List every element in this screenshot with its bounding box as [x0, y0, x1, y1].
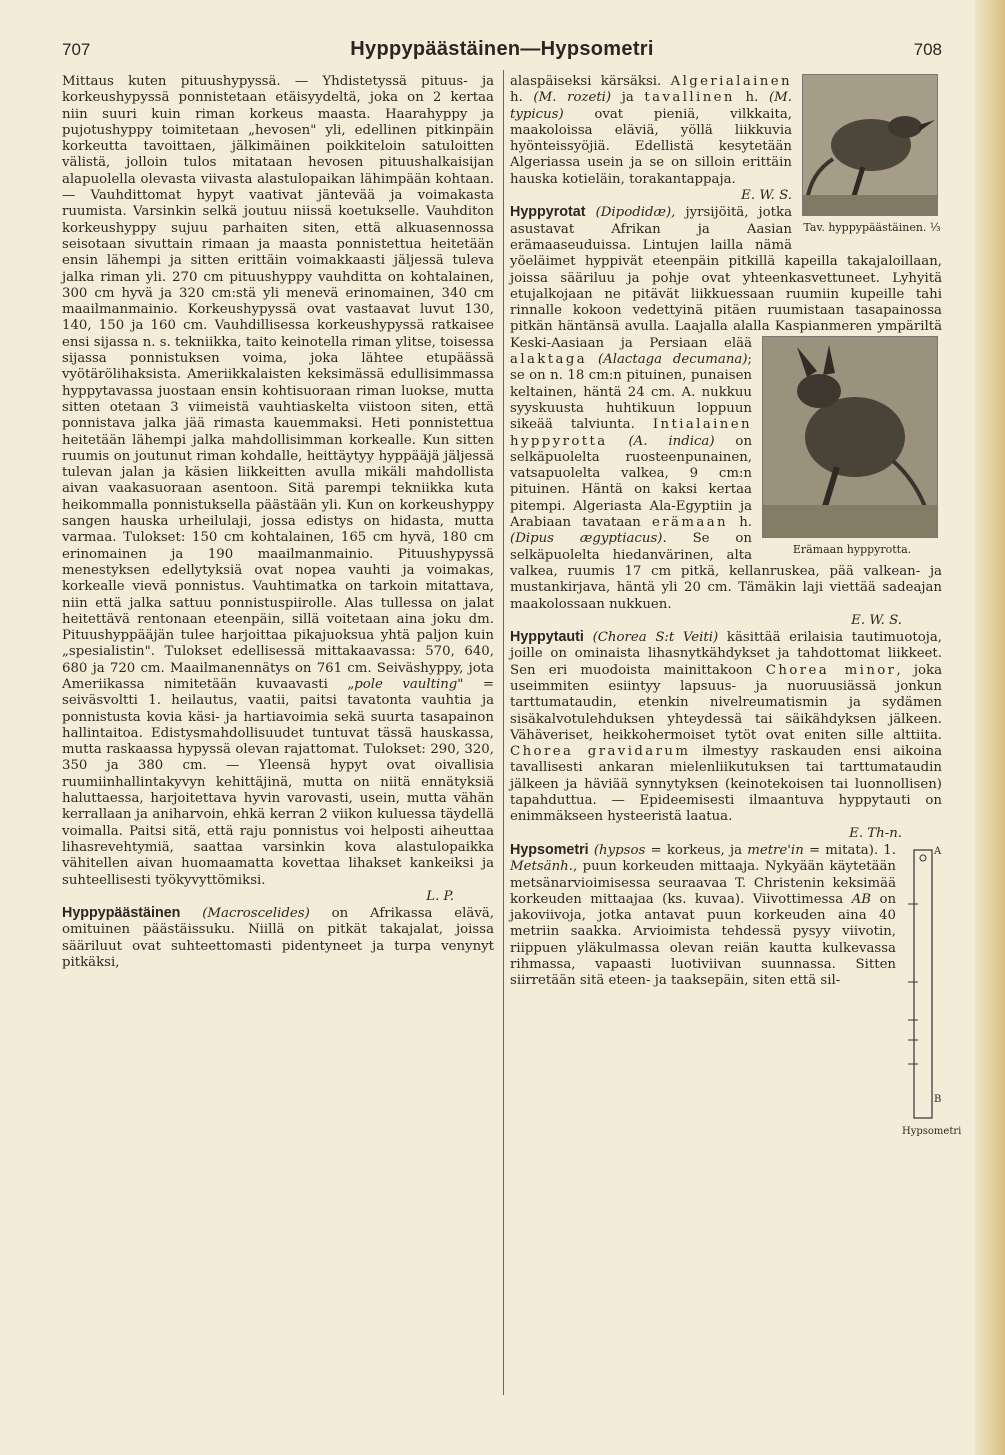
figure-image — [762, 336, 938, 538]
figure-image — [802, 74, 938, 216]
figure-hyppypaastainen — [802, 74, 942, 234]
article-entry: Hyppyrotat (Dipodidæ), jyrsijöitä, jotka asustavat Afrikan ja Aasian erämaaseuduissa. Lintujen lailla nämä yöeläimet hyppivät eteenpäin pitkillä kapeilla takajaloillaan, joissa sääriluu ja pohje ovat yhteenkasvettuneet. Lyhyitä etujalkojaan ne pitävät liikkuessaan ruumiin kupeille tahi rinnalle kokoon vedettyinä pitäen ruumistaan tasapainossa pitkän häntänsä avulla. Laajalla alalla Kaspianmeren ympäriltä Keski-Aasiaan ja Persiaan elää Erämaan hyppyrotta. alaktaga (Alactaga decumana); se on n. 18 cm:n pituinen, punaisen keltainen, häntä 24 cm. A. nukkuu syyskuusta huhtikuun loppuun sikeää talviunta. Intialainen hyppyrotta (A. indica) on selkäpuolelta ruosteenpunainen, vatsapuolelta valkea, 9 cm:n pituinen. Häntä on kaksi kertaa pitempi. Algeriasta Ala-Egyptiin ja Arabiaan tavataan erämaan h. (Dipus ægyptiacus). Se on selkäpuolelta hiedanvärinen, alta valkea, ruumis 17 cm pitkä, kellanruskea, pää valkean- ja mustankirjava, häntä yli 20 cm. Tämäkin laji viettää sadeajan maakolossaan nukkuen. — [510, 204, 942, 612]
signature: E. Th-n. — [849, 825, 902, 841]
page-edge — [975, 0, 1005, 1455]
page-number-left: 707 — [62, 40, 91, 59]
signature: E. W. S. — [851, 612, 902, 628]
article-paragraph: Mittaus kuten pituushypyssä. — Yhdistetyssä pituus- ja korkeushypyssä ponnistetaan etäisyydeltä, joka on 2 kertaa niin suuri kuin riman korkeus maasta. Haarahyppy ja pujotushyppy toimitetaan „hevosen" yli, edellinen pitkinpäin korkeutta tavoittaen, jälkimäinen poikkiteloin satuloitten välistä, jolloin tulos mitataan hevosen pituushalkaisijan alapuolella olevasta viivasta alastulopaikan lähimpään kohtaan. — Vauhdittomat hypyt vaativat jäntevää ja voimakasta ruumista. Varsinkin selkä joutuu niissä koetukselle. Vauhditon korkeushyppy sujuu parhaiten siten, että alkuasennossa seisotaan sivuttain rimaan ja maasta ponnistettua heitetään ensin lähempi ja sitten erittäin voimakkaasti jäljessä tuleva jalka riman yli. 270 cm pituushyppy vauhditta on kohtalainen, 300 cm hyvä ja 320 cm:stä yli menevä erinomainen, 340 cm maailmanmainio. Korkeushypyssä ovat vastaavat luvut 130, 140, 150 ja 160 cm. Vauhdillisessa korkeushypyssä ratkaisee ensi sijassa n. s. tekniikka, taito keinotella riman ylitse, toisessa sijassa ponnistuksen voima, joka lähtee etupäässä vyötärölihaksista. Ameriikkalaisten keksimässä edullisimmassa hyppytavassa juostaan ensin kohtisuoraan riman luokse, mutta sitten otetaan 3 viimeistä vauhtiaskelta viistoon siten, että ponnistava jalka jää rimasta kauemmaksi. Heti ponnistettua heitetään lähempi jalka mahdollisimman korkealle. Kun sitten ruumis on joutunut riman kohdalle, heittäytyy hyppääjä jäljessä tulevan jalan ja käsien liikkeitten avulla mikäli mahdollista aivan vaakasuoraan asentoon. Sitä parempi tekniikka kuta heikommalla ponnistuksella päästään yli. Kun on korkeushyppy sangen hauska urheilulaji, jossa edistys on hidasta, mutta varmaa. Tulokset: 150 cm kohtalainen, 165 cm hyvä, 180 cm erinomainen ja 190 maailmanmainio. Pituushypyssä menestyksen edellytyksiä ovat nopea vauhti ja voimakas, korkealle vievä ponnistus. Vauhtimatka on tarkoin mitattava, niin että jalka sattuu ponnistuspiirolle. Alas tullessa on jalat heitettävä rentonaan eteenpäin, sillä voitetaan aina joku dm. Pituushyppääjän tulee harjoittaa pikajuoksua yhtä paljon kuin „spesialistin". Tulokset edellisessä mittakaavassa: 570, 640, 680 ja 720 cm. Maailmanennätys on 761 cm. Seiväshyppy, jota Ameriikassa nimitetään kuvaavasti „pole vaulting" = seiväsvoltti 1. heilautus, vaatii, paitsi tavatonta vauhtia ja ponnistusta kovia käsi- ja hartiavoimia sekä suurta tasapainon hallintaitoa. Edistysmahdollisuudet tuntuvat tässä hauskassa, mutta raskaassa hypyssä olevan rajattomat. Tulokset: 290, 320, 350 ja 380 cm. — Yleensä hypyt ovat oivallisia ruumiinhallintakyvyn kehittäjinä, mutta on niitä ennätyksiä haluttaessa, harjoitettava hyvin varovasti, usein, mutta vähän kerrallaan ja aniharvoin, ehkä kerran 2 viikon kuluessa täydellä voimalla. Paitsi sitä, että raju ponnistus voi helposti aiheuttaa lihasrevehtymiä, saattaa varsinkin kova alastulopaikka vähitellen aivan huomaamatta kovettaa lihakset kankeiksi ja suhteellisesti työkyvyttömiksi. — [62, 74, 494, 888]
headword: Hyppytauti — [510, 629, 584, 646]
signature: L. P. — [426, 888, 454, 904]
headword: Hyppyrotat — [510, 204, 586, 221]
article-entry: Hyppypäästäinen (Macroscelides) on Afrikassa elävä, omituinen päästäissuku. Niillä on pitkät takajalat, joissa sääriluut ovat suhteettomasti pidentyneet ja turpa venynyt pitkäksi, — [62, 905, 494, 971]
left-column — [62, 74, 494, 971]
column-divider — [503, 70, 504, 1395]
figure-caption: Erämaan hyppyrotta. — [792, 542, 912, 556]
article-paragraph: alaspäiseksi kärsäksi. Algerialainen h. (M. rozeti) ja tavallinen h. (M. typicus) ovat pieniä, vilkkaita, maakoloissa eläviä, yöllä liikkuvia hyönteissyöjiä. Edellistä kesytetään Algeriassa usein ja se on silloin erittäin hauska kotieläin, torakantappaja. — [510, 74, 792, 187]
page-title: Hyppypäästäinen—Hypsometri — [350, 38, 654, 60]
figure-caption: Hypsometri — [902, 1125, 962, 1137]
article-entry: Hyppytauti (Chorea S:t Veiti) käsittää erilaisia tautimuotoja, joille on ominaista lihasnytkähdykset ja tahdottomat liikkeet. Sen eri muodoista mainittakoon Chorea minor, joka useimmiten esiintyy lapsuus- ja nuoruusiässä jonkun tarttumataudin, etenkin nivelreumatismin ja sydämen sisäkalvotulehduksen yhteydessä tai säikähdyksen jälkeen. Vähäveriset, heikkohermoiset tytöt ovat eniten sille alttiita. Chorea gravidarum ilmestyy raskauden ensi aikoina tavallisesti ankaran mielenliikutuksen tai tarttumataudin jälkeen ja häviää synnytyksen (keinotekoisen tai luonnollisen) tapahduttua. — Epideemisesti ilmaantuva hyppytauti on enimmäkseen hysteeristä laatua. — [510, 629, 942, 825]
signature: E. W. S. — [741, 188, 792, 204]
figure-hypsometri — [902, 842, 962, 1162]
page-number-right: 708 — [913, 40, 942, 59]
figure-eramaan-hyppyrotta — [762, 336, 942, 556]
right-column — [510, 74, 962, 1162]
headword: Hypsometri — [510, 841, 589, 858]
figure-label-a: A — [934, 845, 942, 857]
figure-caption: Tav. hyppypäästäinen. ⅓ — [803, 221, 941, 234]
running-header — [62, 40, 942, 64]
article-entry: A B Hypsometri Hypsometri (hypsos = korkeus, ja metre'in = mitata). 1. Metsänh., puun korkeuden mittaaja. Nykyään käytetään metsänarvioimisessa seuraavaa T. Christenin keksimää korkeuden mittaajaa (ks. kuvaa). Viivottimessa AB on jakoviivoja, jotka antavat puun korkeuden aina 40 metriin saakka. Arvioimista tehdessä pysyy viivotin, riippuen yläkulmassa olevan reiän kautta kulkevassa rihmassa, vapaasti luotiviivan suunnassa. Sitten siirretään sitä eteen- ja taaksepäin, siten että sil- — [510, 842, 942, 990]
figure-label-b: B — [934, 1093, 942, 1105]
headword: Hyppypäästäinen — [62, 905, 181, 922]
